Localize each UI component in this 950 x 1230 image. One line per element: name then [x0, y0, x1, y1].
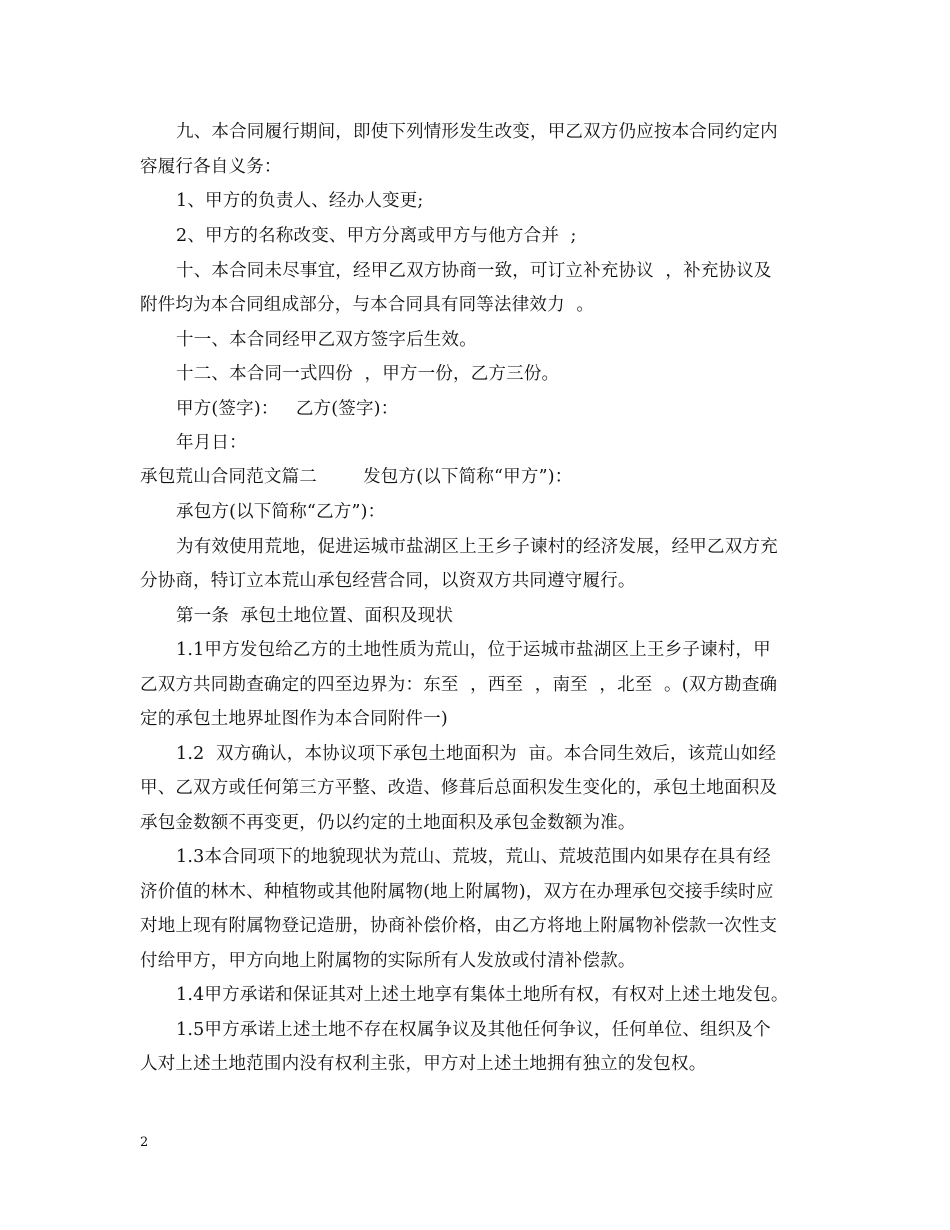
text-line: 定的承包土地界址图作为本合同附件一)	[140, 709, 448, 729]
text-line: 人对上述土地范围内没有权利主张，甲方对上述土地拥有独立的发包权。	[140, 1054, 707, 1074]
text-line: 十二、本合同一式四份 ，甲方一份，乙方三份。	[176, 364, 560, 384]
text-line: 1.3本合同项下的地貌现状为荒山、荒坡，荒山、荒坡范围内如果存在具有经	[176, 847, 771, 867]
text-line: 承包金数额不再变更，仍以约定的土地面积及承包金数额为准。	[140, 813, 636, 833]
text-line: 容履行各自义务：	[140, 157, 282, 177]
signature-line: 甲方(签字)： 乙方(签字)：	[176, 399, 399, 419]
text-line: 付给甲方，甲方向地上附属物的实际所有人发放或付清补偿款。	[140, 951, 636, 971]
text-line: 附件均为本合同组成部分，与本合同具有同等法律效力 。	[140, 295, 595, 315]
article-heading: 第一条 承包土地位置、面积及现状	[176, 606, 454, 626]
text-line: 1、甲方的负责人、经办人变更;	[176, 191, 424, 211]
text-line: 1.5甲方承诺上述土地不存在权属争议及其他任何争议，任何单位、组织及个	[176, 1020, 771, 1040]
text-line: 1.4甲方承诺和保证其对上述土地享有集体土地所有权，有权对上述土地发包。	[176, 985, 789, 1005]
text-line: 1.2 双方确认，本协议项下承包土地面积为 亩。本合同生效后，该荒山如经	[176, 744, 777, 764]
text-line: 济价值的林木、种植物或其他附属物(地上附属物)，双方在办理承包交接手续时应	[140, 882, 774, 902]
text-line: 乙双方共同勘查确定的四至边界为：东至 ，西至 ，南至 ，北至 。(双方勘查确	[140, 675, 778, 695]
text-line: 1.1甲方发包给乙方的土地性质为荒山，位于运城市盐湖区上王乡子谏村，甲	[176, 640, 771, 660]
text-line: 对地上现有附属物登记造册，协商补偿价格，由乙方将地上附属物补偿款一次性支	[140, 916, 778, 936]
text-line: 十、本合同未尽事宜，经甲乙双方协商一致，可订立补充协议 ，补充协议及	[176, 261, 772, 281]
text-line: 承包方(以下简称“乙方”)：	[176, 502, 386, 522]
page-number: 2	[140, 1135, 149, 1150]
text-line: 十一、本合同经甲乙双方签字后生效。	[176, 330, 477, 350]
text-line: 甲、乙双方或任何第三方平整、改造、修葺后总面积发生变化的，承包土地面积及	[140, 778, 778, 798]
text-line: 2、甲方的名称改变、甲方分离或甲方与他方合并 ;	[176, 226, 577, 246]
date-line: 年月日：	[176, 433, 247, 453]
text-line: 九、本合同履行期间，即使下列情形发生改变，甲乙双方仍应按本合同约定内	[176, 122, 778, 142]
section-heading: 承包荒山合同范文篇二 发包方(以下简称“甲方”)：	[140, 467, 573, 487]
text-line: 分协商，特订立本荒山承包经营合同，以资双方共同遵守履行。	[140, 571, 636, 591]
text-line: 为有效使用荒地，促进运城市盐湖区上王乡子谏村的经济发展，经甲乙双方充	[176, 537, 778, 557]
